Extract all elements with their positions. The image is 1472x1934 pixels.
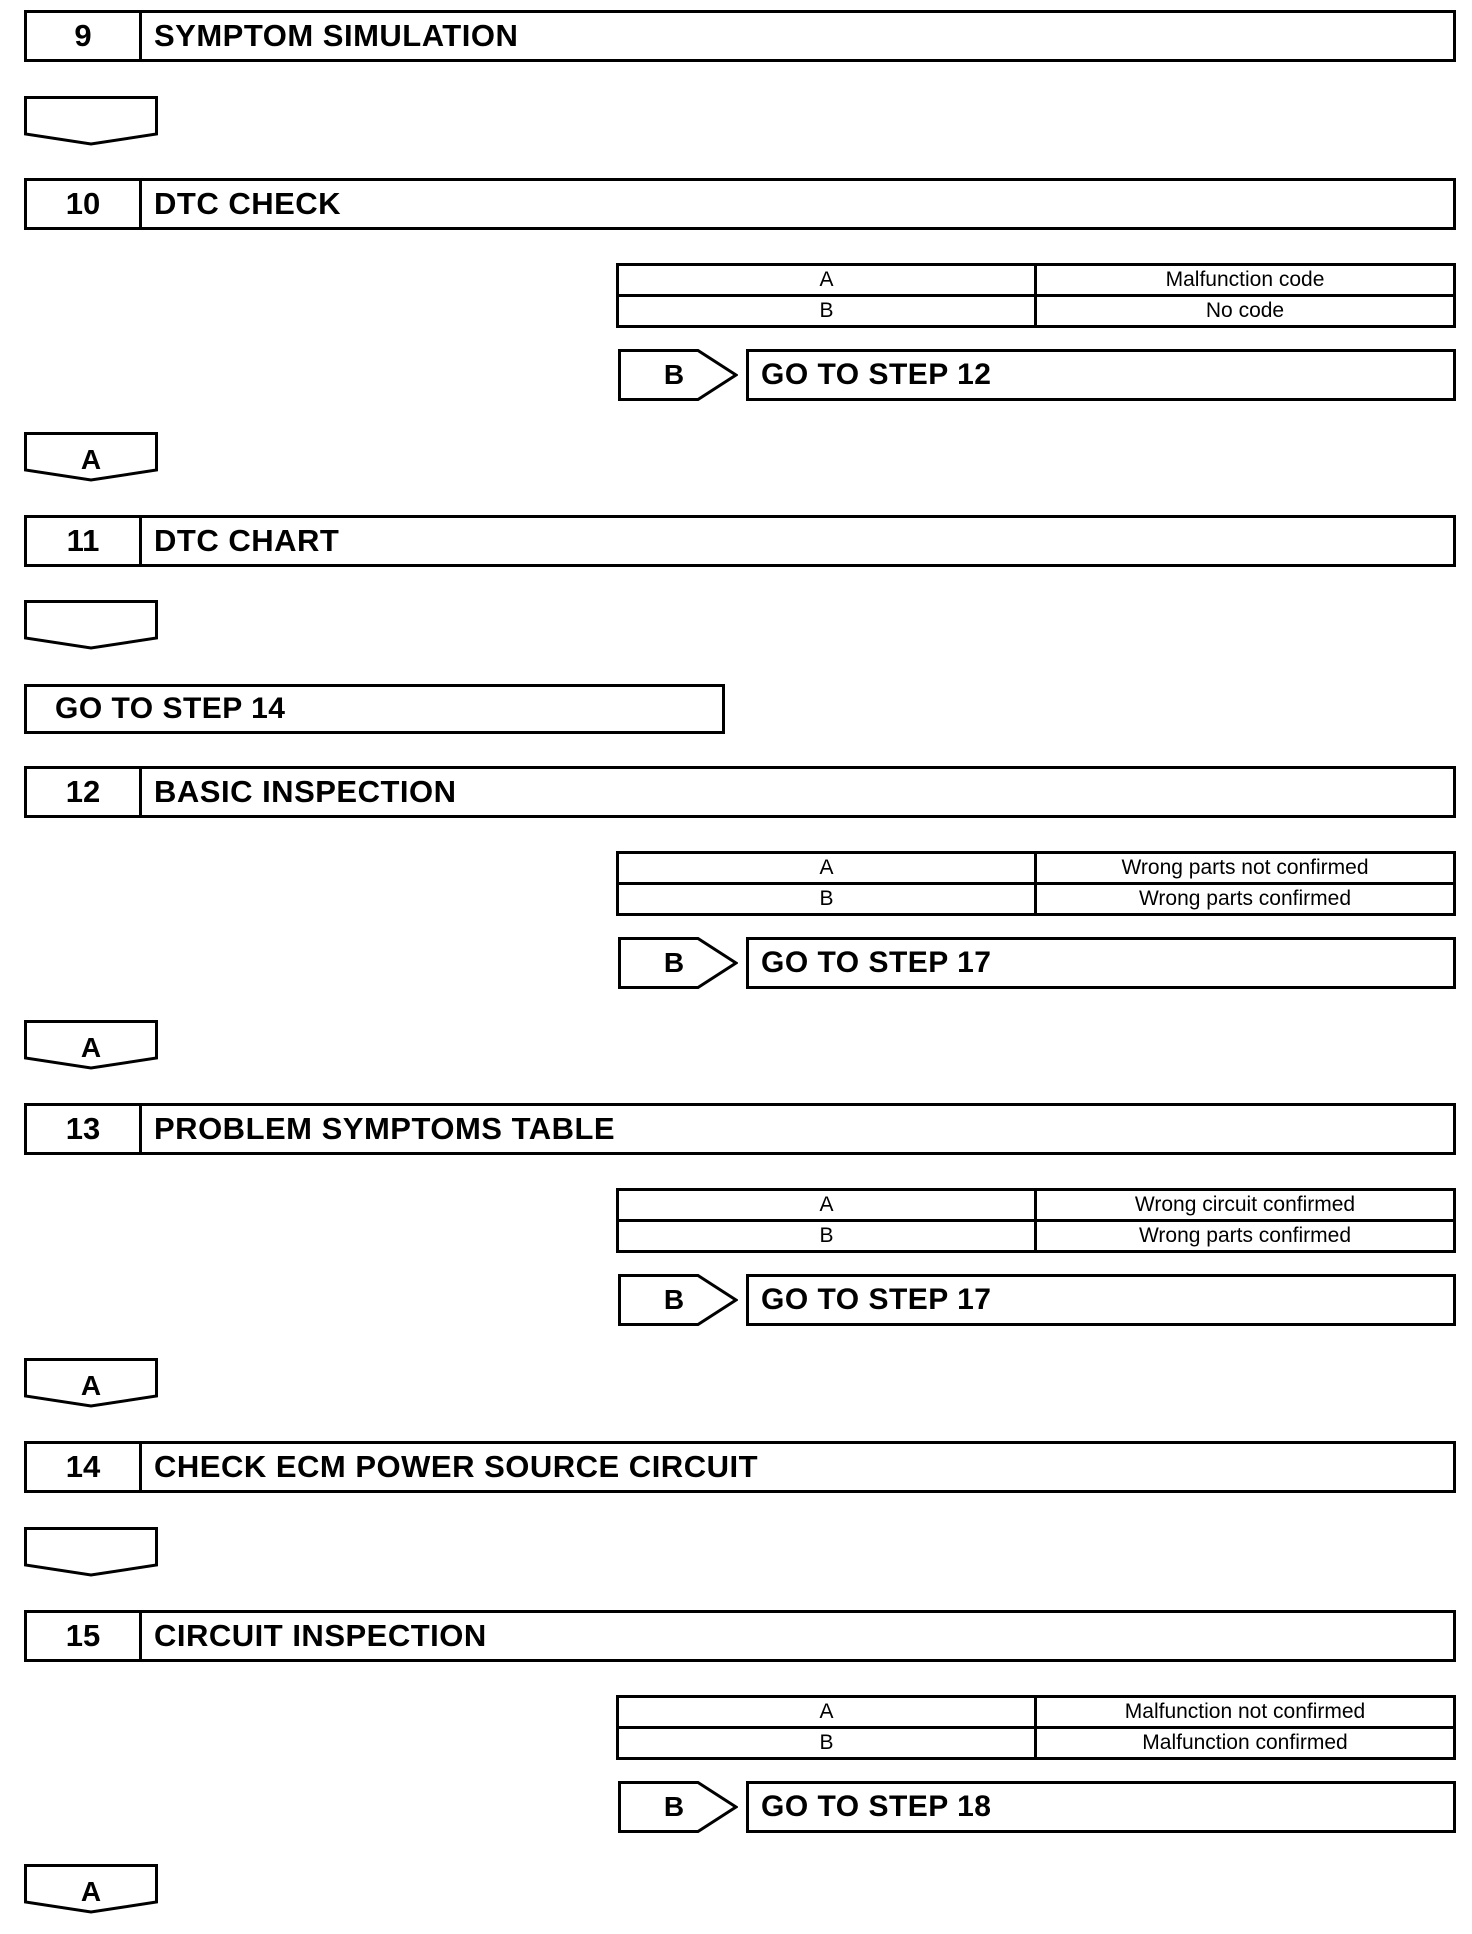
result-code: A [618, 1190, 1036, 1221]
down-arrow-connector [24, 1864, 158, 1914]
result-table [616, 1188, 1456, 1253]
arrow-label: A [80, 444, 102, 475]
result-text: Malfunction code [1036, 265, 1455, 296]
table-row [618, 853, 1455, 884]
step-14-header [24, 1441, 1456, 1493]
result-text: Malfunction confirmed [1036, 1728, 1455, 1759]
result-text: Wrong circuit confirmed [1036, 1190, 1455, 1221]
result-code: B [618, 296, 1036, 327]
step-number: 14 [27, 1444, 142, 1490]
step-9-header [24, 10, 1456, 62]
step-number: 13 [27, 1106, 142, 1152]
result-text: Wrong parts confirmed [1036, 884, 1455, 915]
step-number: 9 [27, 13, 142, 59]
result-text: Malfunction not confirmed [1036, 1697, 1455, 1728]
step-13-header [24, 1103, 1456, 1155]
step-title: SYMPTOM SIMULATION [154, 18, 519, 53]
table-row [618, 265, 1455, 296]
down-arrow-connector [24, 1020, 158, 1070]
result-text: Wrong parts confirmed [1036, 1221, 1455, 1252]
step-number: 10 [27, 181, 142, 227]
table-row [618, 1190, 1455, 1221]
step-title: DTC CHECK [154, 186, 342, 221]
result-code: A [618, 265, 1036, 296]
down-arrow-connector [24, 1358, 158, 1408]
branch-b [618, 349, 1456, 401]
down-arrow-connector [24, 1527, 158, 1577]
branch-b [618, 1781, 1456, 1833]
arrow-label: A [80, 1370, 102, 1401]
step-number: 11 [27, 518, 142, 564]
goto-step-box: GO TO STEP 12 [746, 349, 1456, 401]
down-arrow-connector [24, 432, 158, 482]
step-title: CIRCUIT INSPECTION [154, 1618, 487, 1653]
goto-step-box: GO TO STEP 17 [746, 1274, 1456, 1326]
step-title: BASIC INSPECTION [154, 774, 457, 809]
step-title: DTC CHART [154, 523, 340, 558]
result-table [616, 851, 1456, 916]
result-text: No code [1036, 296, 1455, 327]
arrow-label: A [80, 1876, 102, 1907]
goto-step-box: GO TO STEP 14 [24, 684, 725, 734]
step-10-header [24, 178, 1456, 230]
branch-label: B [663, 947, 685, 978]
table-row [618, 296, 1455, 327]
result-table [616, 1695, 1456, 1760]
branch-label: B [663, 1791, 685, 1822]
branch-label: B [663, 1284, 685, 1315]
branch-b [618, 937, 1456, 989]
result-code: B [618, 884, 1036, 915]
table-row [618, 1697, 1455, 1728]
goto-step-box: GO TO STEP 18 [746, 1781, 1456, 1833]
step-number: 12 [27, 769, 142, 815]
branch-label: B [663, 359, 685, 390]
down-arrow-connector [24, 600, 158, 650]
down-arrow-icon [24, 600, 158, 650]
step-11-header [24, 515, 1456, 567]
result-table [616, 263, 1456, 328]
table-row [618, 1728, 1455, 1759]
branch-b [618, 1274, 1456, 1326]
result-code: A [618, 1697, 1036, 1728]
result-code: B [618, 1221, 1036, 1252]
result-code: A [618, 853, 1036, 884]
step-title: CHECK ECM POWER SOURCE CIRCUIT [154, 1449, 759, 1484]
goto-step-box: GO TO STEP 17 [746, 937, 1456, 989]
step-15-header [24, 1610, 1456, 1662]
step-12-header [24, 766, 1456, 818]
down-arrow-connector [24, 96, 158, 146]
down-arrow-icon [24, 1527, 158, 1577]
table-row [618, 1221, 1455, 1252]
step-title: PROBLEM SYMPTOMS TABLE [154, 1111, 616, 1146]
down-arrow-icon [24, 96, 158, 146]
step-number: 15 [27, 1613, 142, 1659]
table-row [618, 884, 1455, 915]
result-text: Wrong parts not confirmed [1036, 853, 1455, 884]
result-code: B [618, 1728, 1036, 1759]
arrow-label: A [80, 1032, 102, 1063]
